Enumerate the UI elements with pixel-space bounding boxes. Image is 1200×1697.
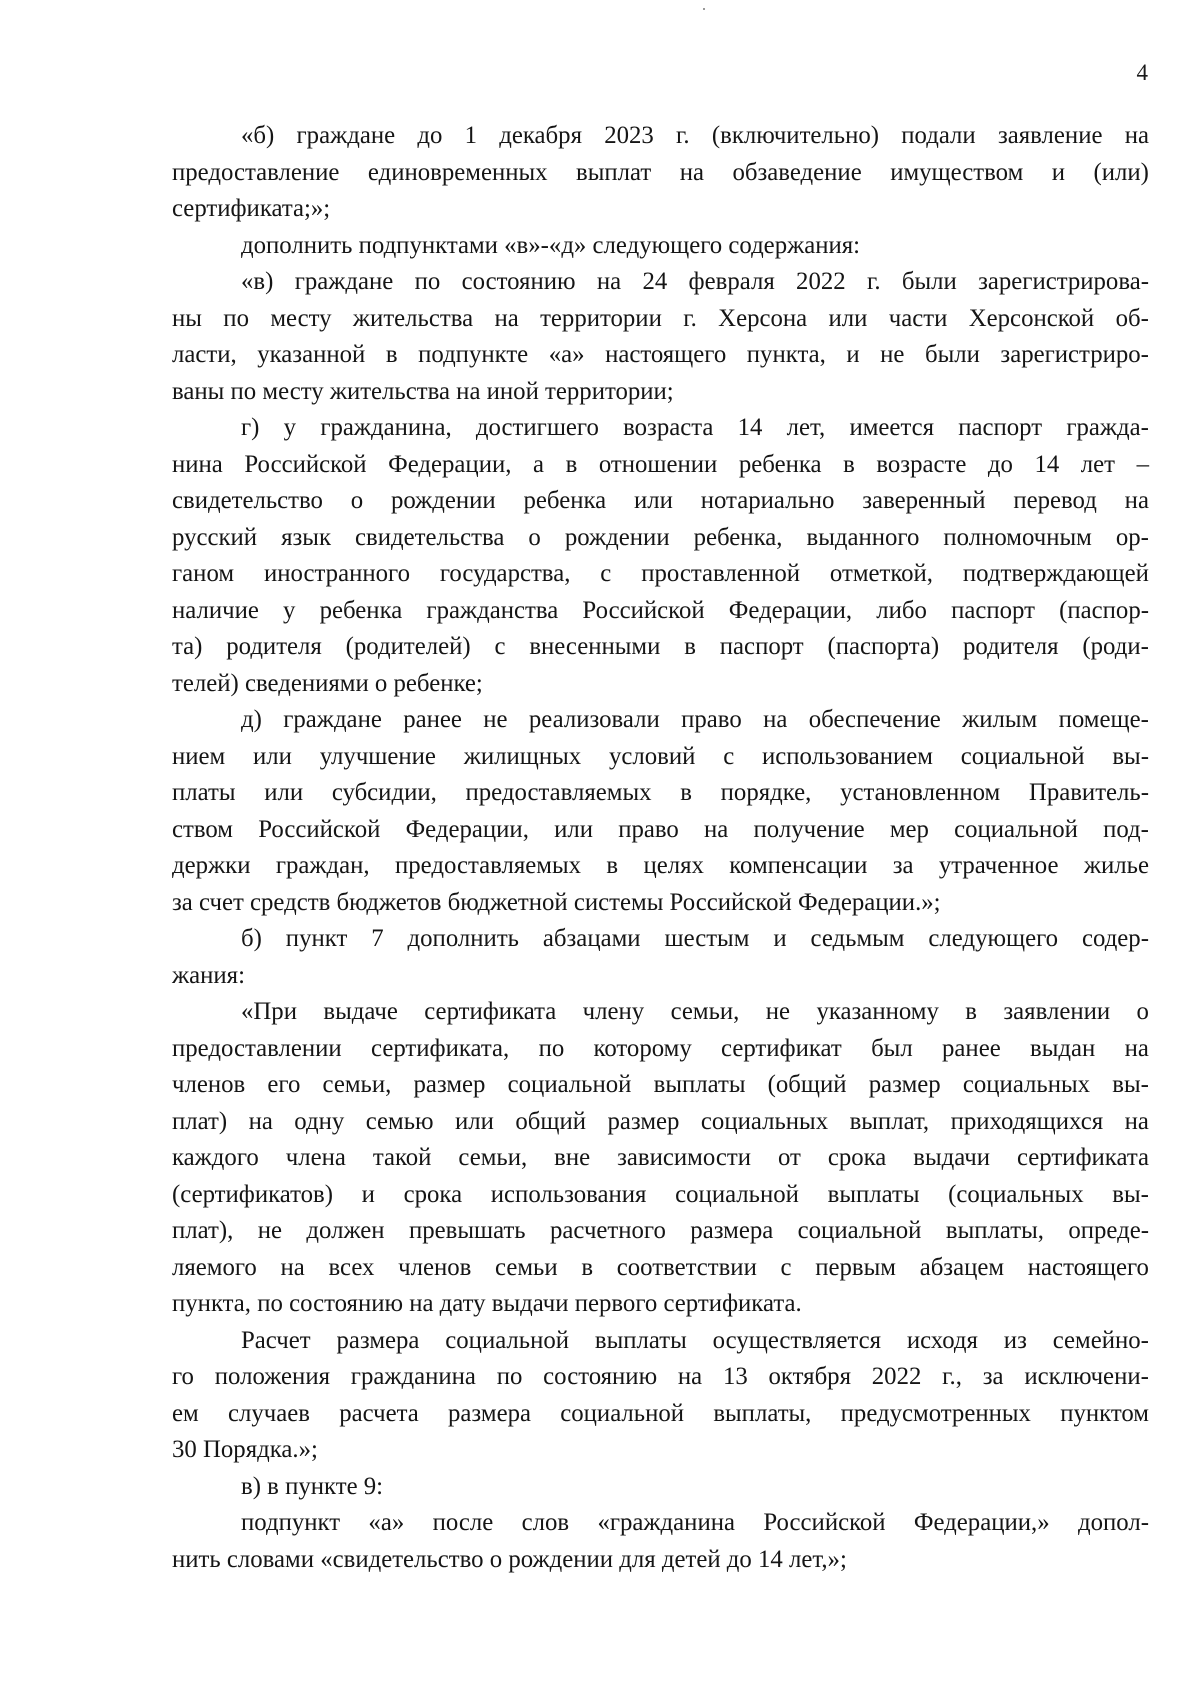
text-line: го положения гражданина по состоянию на 13 октября 2022 г., за исключени- [172, 1363, 1149, 1390]
text-line: предоставлении сертификата, по которому сертификат был ранее выдан на [172, 1034, 1149, 1062]
text-line: платы или субсидии, предоставляемых в порядке, установленном Правитель- [172, 779, 1149, 806]
text-line: ласти, указанной в подпункте «а» настоящего пункта, и не были зарегистриро- [172, 341, 1149, 368]
page-number: 4 [1136, 60, 1148, 85]
text-line: 30 Порядка.»; [172, 1436, 318, 1463]
text-line: наличие у ребенка гражданства Российской Федерации, либо паспорт (паспор- [172, 596, 1149, 624]
text-line: плат) на одну семью или общий размер социальных выплат, приходящихся на [172, 1107, 1149, 1135]
text-line: (сертификатов) и срока использования социальной выплаты (социальных вы- [172, 1180, 1149, 1208]
text-line: держки граждан, предоставляемых в целях компенсации за утраченное жилье [172, 852, 1149, 879]
text-line: телей) сведениями о ребенке; [172, 669, 483, 697]
text-line: нить словами «свидетельство о рождении для детей до 14 лет,»; [172, 1545, 847, 1573]
text-line: пункта, по состоянию на дату выдачи первого сертификата. [172, 1290, 802, 1317]
text-line: нием или улучшение жилищных условий с использованием социальной вы- [172, 742, 1149, 770]
text-line: плат), не должен превышать расчетного размера социальной выплаты, опреде- [172, 1217, 1149, 1244]
text-line: в) в пункте 9: [241, 1472, 384, 1500]
text-line: ганом иностранного государства, с проставленной отметкой, подтверждающей [172, 560, 1149, 587]
text-line: ны по месту жительства на территории г. Херсона или части Херсонской об- [172, 304, 1149, 332]
text-line: та) родителя (родителей) с внесенными в паспорт (паспорта) родителя (роди- [172, 633, 1149, 660]
document-body [172, 118, 1149, 1578]
text-line: дополнить подпунктами «в»-«д» следующего содержания: [241, 231, 861, 259]
text-line: ством Российской Федерации, или право на получение мер социальной под- [172, 815, 1149, 843]
text-line: членов его семьи, размер социальной выплаты (общий размер социальных вы- [172, 1071, 1149, 1098]
text-line: ваны по месту жительства на иной территории; [172, 377, 674, 405]
text-line: каждого члена такой семьи, вне зависимости от срока выдачи сертификата [172, 1144, 1149, 1171]
text-line: «При выдаче сертификата члену семьи, не указанному в заявлении о [241, 998, 1149, 1025]
text-line: жания: [172, 961, 245, 989]
text-line: свидетельство о рождении ребенка или нотариально заверенный перевод на [172, 487, 1149, 514]
scan-speck [703, 8, 705, 10]
text-line: «в) граждане по состоянию на 24 февраля 2022 г. были зарегистрирова- [241, 268, 1149, 295]
text-line: г) у гражданина, достигшего возраста 14 лет, имеется паспорт гражда- [241, 414, 1149, 441]
text-line: д) граждане ранее не реализовали право на обеспечение жилым помеще- [241, 706, 1149, 733]
text-line: за счет средств бюджетов бюджетной системы Российской Федерации.»; [172, 888, 941, 916]
text-line: ляемого на всех членов семьи в соответствии с первым абзацем настоящего [172, 1253, 1149, 1281]
text-line: русский язык свидетельства о рождении ребенка, выданного полномочным ор- [172, 523, 1149, 551]
text-line: б) пункт 7 дополнить абзацами шестым и седьмым следующего содер- [241, 925, 1149, 952]
text-line: подпункт «а» после слов «гражданина Российской Федерации,» допол- [241, 1509, 1149, 1536]
text-line: ем случаев расчета размера социальной выплаты, предусмотренных пунктом [172, 1399, 1149, 1427]
text-line: нина Российской Федерации, а в отношении ребенка в возрасте до 14 лет – [172, 450, 1149, 478]
text-line: сертификата;»; [172, 195, 331, 222]
text-line: предоставление единовременных выплат на обзаведение имуществом и (или) [172, 158, 1149, 186]
text-line: Расчет размера социальной выплаты осуществляется исходя из семейно- [241, 1326, 1149, 1354]
text-line: «б) граждане до 1 декабря 2023 г. (включительно) подали заявление на [241, 122, 1149, 149]
